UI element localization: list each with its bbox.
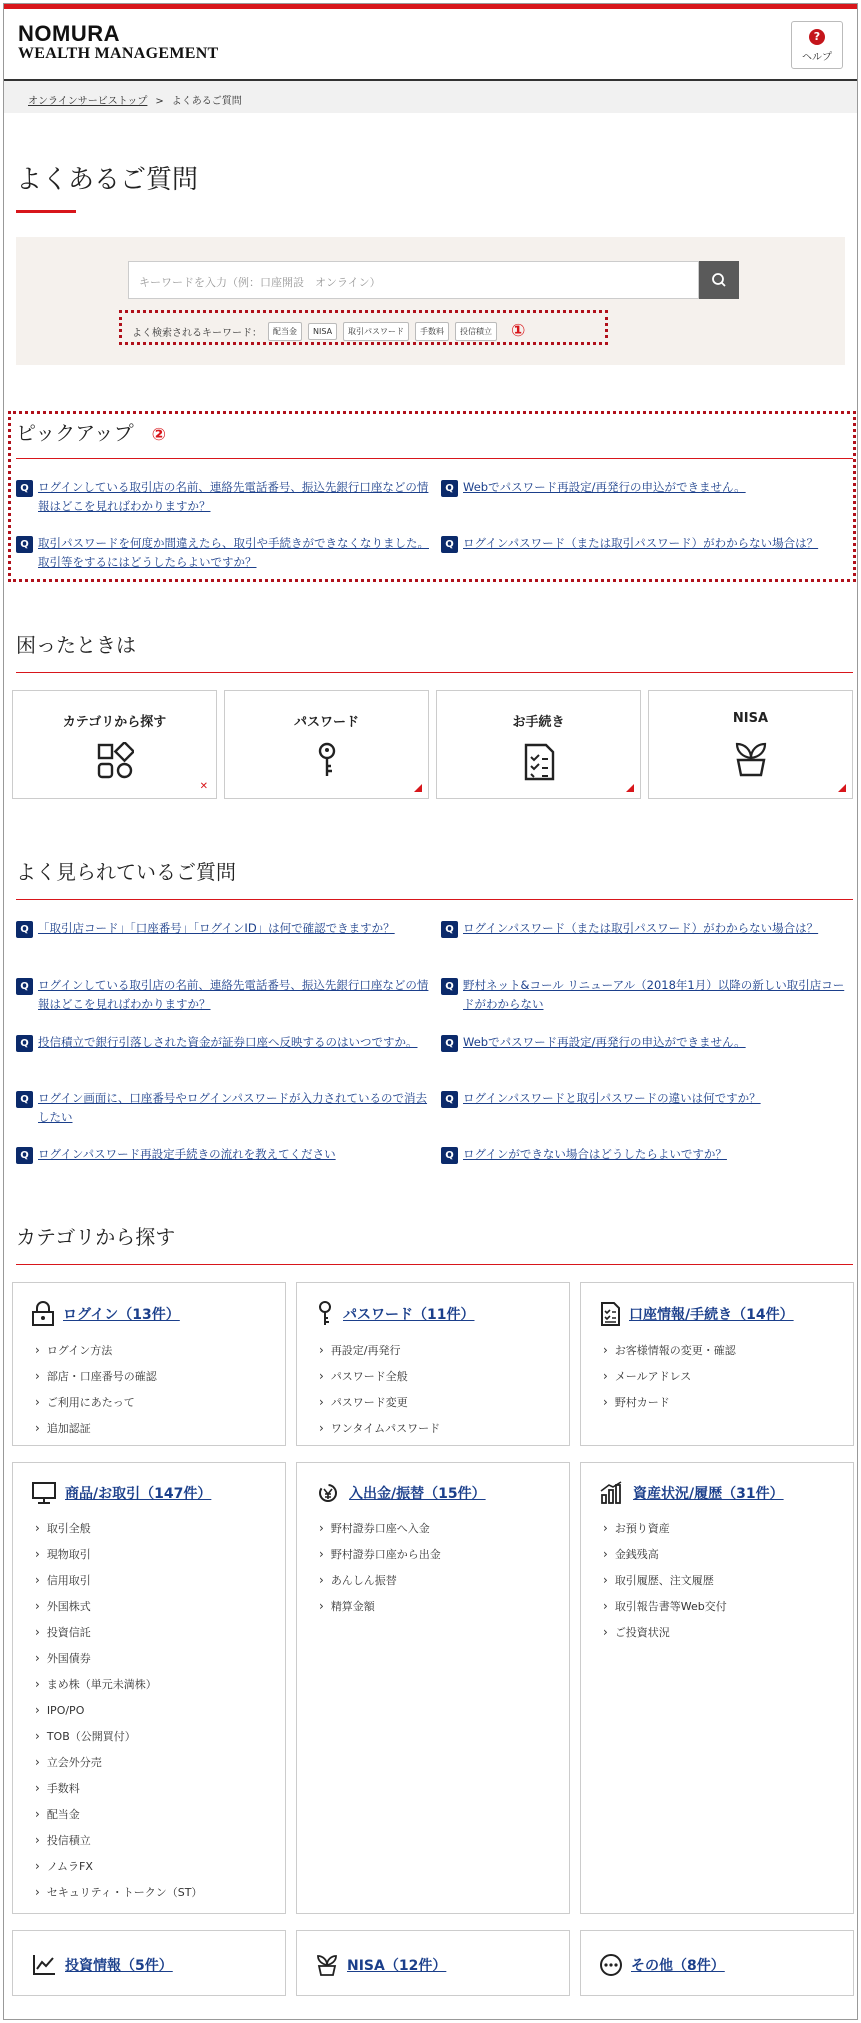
logo-line1: NOMURA [18,21,120,46]
search-input[interactable]: キーワードを入力（例：口座開設 オンライン） [128,261,699,299]
faq-item[interactable] [16,534,429,572]
category-sub-link[interactable]: › ご利用にあたって [31,1389,285,1415]
search-panel [16,237,845,365]
category-sub-link[interactable]: › 立会外分売 [31,1749,285,1775]
faq-link[interactable]: ログイン画面に、口座番号やログインパスワードが入力されているので消去したい [38,1091,428,1124]
trouble-title: 困ったときは [16,633,136,657]
category-sub-link[interactable]: › ノムラFX [31,1853,285,1879]
category-sub-link[interactable]: › お客様情報の変更・確認 [599,1337,853,1363]
q-icon: Q [441,536,458,553]
category-sub-link[interactable]: › IPO/PO [31,1697,285,1723]
monitor-icon [31,1481,57,1505]
faq-item[interactable] [16,919,429,938]
card-category[interactable] [12,690,217,799]
card-password[interactable] [224,690,429,799]
category-sub-link[interactable]: › 外国債券 [31,1645,285,1671]
category-nisa [296,1930,570,1996]
q-icon: Q [16,1035,33,1052]
category-sub-link[interactable]: › 精算金額 [315,1593,569,1619]
category-link[interactable]: パスワード（11件） [343,1307,475,1323]
category-link[interactable]: 投資情報（5件） [65,1958,173,1974]
faq-item[interactable] [16,1145,429,1164]
faq-link[interactable]: ログインパスワード再設定手続きの流れを教えてください [38,1147,336,1161]
sprout-icon [315,1953,339,1977]
category-sub-link[interactable]: › 野村證券口座から出金 [315,1541,569,1567]
more-icon [599,1953,623,1977]
popular-header [16,856,853,900]
q-icon: Q [16,536,33,553]
faq-item[interactable] [16,478,429,516]
keyword-tag[interactable]: 投信積立 [455,322,497,341]
search-icon [711,272,727,288]
corner-arrow-icon [626,784,634,792]
yen-transfer-icon [315,1481,341,1505]
category-link[interactable]: ログイン（13件） [63,1307,180,1323]
faq-link[interactable]: ログインパスワード（または取引パスワード）がわからない場合は？ [463,536,819,550]
breadcrumb [4,81,857,113]
faq-link[interactable]: ログインができない場合はどうしたらよいですか？ [463,1147,727,1161]
site-header [4,9,857,81]
breadcrumb-separator: > [155,96,164,107]
category-sub-link[interactable]: › お預り資産 [599,1515,853,1541]
faq-link[interactable]: 取引パスワードを何度か間違えたら、取引や手続きができなくなりました。取引等をするにはどうしたらよいですか？ [38,536,429,569]
popular-title: よく見られているご質問 [16,860,236,884]
search-button[interactable] [699,261,739,299]
section-divider [16,672,853,673]
q-icon: Q [16,978,33,995]
category-sub-link[interactable]: › まめ株（単元未満株） [31,1671,285,1697]
line-chart-icon [31,1953,57,1977]
keywords-label: よく検索されるキーワード： [132,327,262,339]
section-divider [16,458,853,459]
category-sub-link[interactable]: › ログイン方法 [31,1337,285,1363]
category-password [296,1282,570,1446]
category-sub-link[interactable]: › 金銭残高 [599,1541,853,1567]
q-icon: Q [441,978,458,995]
category-sub-link[interactable]: › 外国株式 [31,1593,285,1619]
breadcrumb-current: よくあるご質問 [171,96,242,107]
faq-item[interactable] [16,976,429,1014]
corner-mark-icon: ✕ [199,781,208,792]
annotation-marker-1: ① [511,321,526,341]
page-frame [3,3,858,2020]
category-sub-link[interactable]: › 野村カード [599,1389,853,1415]
title-underline [16,210,76,213]
card-nisa[interactable] [648,690,853,799]
category-sub-link[interactable]: › 取引全般 [31,1515,285,1541]
key-icon [315,1301,335,1327]
category-deposit [296,1462,570,1914]
card-label: NISA [732,711,769,726]
category-account [580,1282,854,1446]
section-divider [16,899,853,900]
card-label: カテゴリから探す [62,715,167,730]
category-link[interactable]: NISA（12件） [347,1958,447,1974]
q-icon: Q [441,1091,458,1108]
faq-link[interactable]: ログインパスワードと取引パスワードの違いは何ですか？ [463,1091,761,1105]
help-label: ヘルプ [802,52,832,63]
help-icon: ? [809,29,825,45]
faq-item[interactable] [441,976,851,1014]
faq-link[interactable]: ログインパスワード（または取引パスワード）がわからない場合は？ [463,921,819,935]
help-button[interactable] [791,21,843,69]
category-other [580,1930,854,1996]
faq-link[interactable]: ログインしている取引店の名前、連絡先電話番号、振込先銀行口座などの情報はどこを見ればわかりますか？ [38,480,429,513]
category-sub-link[interactable]: › 再設定/再発行 [315,1337,569,1363]
category-link[interactable]: 商品/お取引（147件） [65,1486,212,1502]
category-products [12,1462,286,1914]
lock-icon [31,1301,55,1327]
category-sub-link[interactable]: › パスワード全般 [315,1363,569,1389]
category-sub-link[interactable]: › 信用取引 [31,1567,285,1593]
categories-title: カテゴリから探す [16,1225,176,1249]
category-sub-link[interactable]: › 投信積立 [31,1827,285,1853]
key-icon [308,742,346,782]
nomura-logo[interactable] [18,23,219,62]
keyword-tag[interactable]: 配当金 [268,322,302,341]
q-icon: Q [16,480,33,497]
category-sub-link[interactable]: › ご投資状況 [599,1619,853,1645]
category-sub-link[interactable]: › あんしん振替 [315,1567,569,1593]
section-divider [16,1264,853,1265]
faq-item[interactable] [441,1033,851,1052]
checklist-icon [599,1301,621,1327]
category-login [12,1282,286,1446]
q-icon: Q [441,921,458,938]
category-link[interactable]: 入出金/振替（15件） [349,1486,486,1502]
category-sub-link[interactable]: › 取引履歴、注文履歴 [599,1567,853,1593]
keyword-tag[interactable]: 取引パスワード [343,322,409,341]
categories-header [16,1221,853,1265]
faq-item[interactable] [441,1145,851,1164]
page-title: よくあるご質問 [16,165,199,195]
q-icon: Q [441,1035,458,1052]
q-icon: Q [441,480,458,497]
faq-item[interactable] [441,919,851,938]
logo-line2: WEALTH MANAGEMENT [18,45,219,62]
card-label: パスワード [293,715,359,730]
pickup-title: ピックアップ [16,421,134,445]
trouble-header [16,629,853,673]
faq-item[interactable] [441,1089,851,1108]
q-icon: Q [16,1147,33,1164]
category-sub-link[interactable]: › 部店・口座番号の確認 [31,1363,285,1389]
category-investment-info [12,1930,286,1996]
category-sub-link[interactable]: › TOB（公開買付） [31,1723,285,1749]
bar-chart-icon [599,1481,625,1505]
faq-link[interactable]: ログインしている取引店の名前、連絡先電話番号、振込先銀行口座などの情報はどこを見ればわかりますか？ [38,978,429,1011]
category-sub-link[interactable]: › 配当金 [31,1801,285,1827]
keyword-tag[interactable]: NISA [308,323,337,340]
faq-item[interactable] [16,1089,429,1127]
faq-link[interactable]: 野村ネット&コール リニューアル（2018年1月）以降の新しい取引店コードがわからない [463,978,845,1011]
category-link[interactable]: その他（8件） [631,1958,725,1974]
faq-item[interactable] [441,534,851,553]
q-icon: Q [441,1147,458,1164]
sprout-icon [732,738,770,778]
category-sub-link[interactable]: › 投資信託 [31,1619,285,1645]
faq-link[interactable]: Webでパスワード再設定/再発行の申込ができません。 [463,1035,746,1049]
breadcrumb-home-link[interactable]: オンラインサービストップ [28,96,148,107]
faq-link[interactable]: Webでパスワード再設定/再発行の申込ができません。 [463,480,746,494]
category-sub-link[interactable]: › 追加認証 [31,1415,285,1441]
category-link[interactable]: 資産状況/履歴（31件） [633,1486,784,1502]
keyword-tag[interactable]: 手数料 [415,322,449,341]
category-assets [580,1462,854,1914]
checklist-icon [520,742,558,782]
faq-item[interactable] [16,1033,429,1052]
card-label: お手続き [512,715,565,730]
category-sub-link[interactable]: › 現物取引 [31,1541,285,1567]
faq-link[interactable]: 投信積立で銀行引落しされた資金が証券口座へ反映するのはいつですか。 [38,1035,418,1049]
faq-item[interactable] [441,478,851,497]
category-sub-link[interactable]: › 手数料 [31,1775,285,1801]
category-link[interactable]: 口座情報/手続き（14件） [629,1307,794,1323]
faq-link[interactable]: 「取引店コード」「口座番号」「ログインID」は何で確認できますか？ [38,921,395,935]
corner-arrow-icon [838,784,846,792]
card-procedures[interactable] [436,690,641,799]
category-sub-link[interactable]: › 野村證券口座へ入金 [315,1515,569,1541]
category-sub-link[interactable]: › メールアドレス [599,1363,853,1389]
category-sub-link[interactable]: › 取引報告書等Web交付 [599,1593,853,1619]
category-sub-link[interactable]: › ワンタイムパスワード [315,1415,569,1441]
q-icon: Q [16,921,33,938]
category-sub-link[interactable]: › パスワード変更 [315,1389,569,1415]
corner-arrow-icon [414,784,422,792]
q-icon: Q [16,1091,33,1108]
popular-keywords [119,310,608,345]
category-sub-link[interactable]: › セキュリティ・トークン（ST） [31,1879,285,1905]
category-grid-icon [96,742,134,780]
annotation-marker-2: ② [151,425,167,445]
pickup-header [16,417,853,459]
